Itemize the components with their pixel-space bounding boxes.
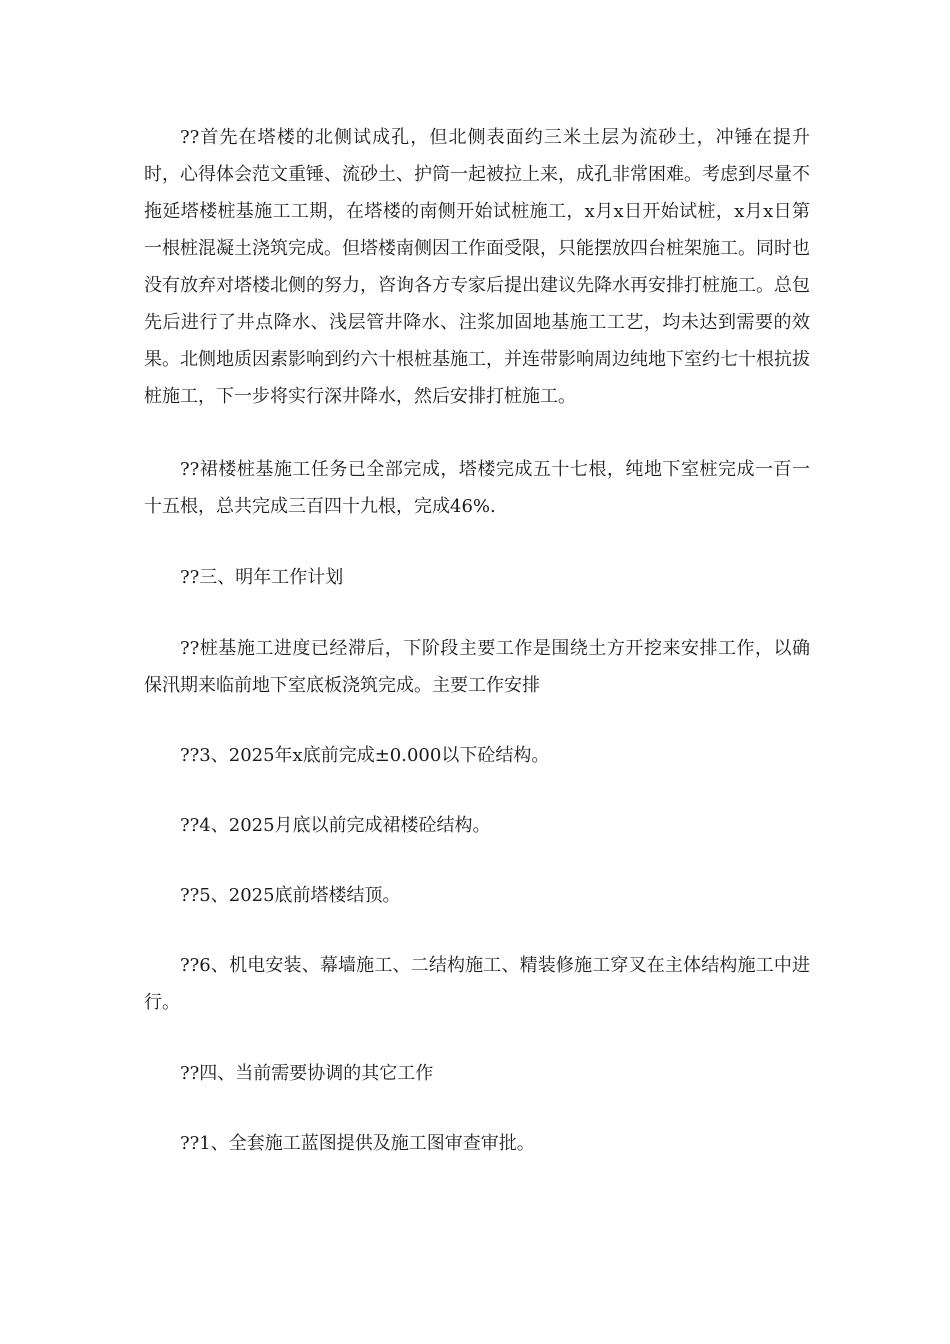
list-item-coordination-1: ??1、全套施工蓝图提供及施工图审查审批。: [180, 1133, 535, 1154]
paragraph-north-side-piling: ??首先在塔楼的北侧试成孔，但北侧表面约三米土层为流砂土，冲锤在提升时，心得体会范文重锤、流砂土、护筒一起被拉上来，成孔非常困难。考虑到尽量不拖延塔楼桩基施工工期，在塔楼的南侧开始试桩施工，x月x日开始试桩，x月x日第一根桩混凝土浇筑完成。但塔楼南侧因工作面受限，只能摆放四台桩架施工。同时也没有放弃对塔楼北侧的努力，咨询各方专家后提出建议先降水再安排打桩施工。总包先后进行了井点降水、浅层管井降水、注浆加固地基施工工艺，均未达到需要的效果。北侧地质因素影响到约六十根桩基施工，并连带影响周边纯地下室约七十根抗拔桩施工，下一步将实行深井降水，然后安排打桩施工。: [144, 127, 810, 407]
list-item-plan-6: ??6、机电安装、幕墙施工、二结构施工、精装修施工穿叉在主体结构施工中进行。: [144, 955, 810, 1013]
paragraph-next-stage-work: ??桩基施工进度已经滞后，下阶段主要工作是围绕土方开挖来安排工作，以确保汛期来临前地下室底板浇筑完成。主要工作安排: [144, 638, 810, 696]
list-item-plan-4: ??4、2025月底以前完成裙楼砼结构。: [180, 815, 491, 836]
list-item-plan-5: ??5、2025底前塔楼结顶。: [180, 885, 401, 906]
section-heading-next-year-plan: ??三、明年工作计划: [180, 567, 344, 588]
document-body: [144, 119, 810, 1162]
paragraph-piling-progress: ??裙楼桩基施工任务已全部完成，塔楼完成五十七根，纯地下室桩完成一百一十五根，总共完成三百四十九根，完成46%.: [144, 459, 810, 517]
list-item-plan-3: ??3、2025年x底前完成±0.000以下砼结构。: [180, 745, 550, 766]
section-heading-coordination: ??四、当前需要协调的其它工作: [180, 1063, 434, 1084]
